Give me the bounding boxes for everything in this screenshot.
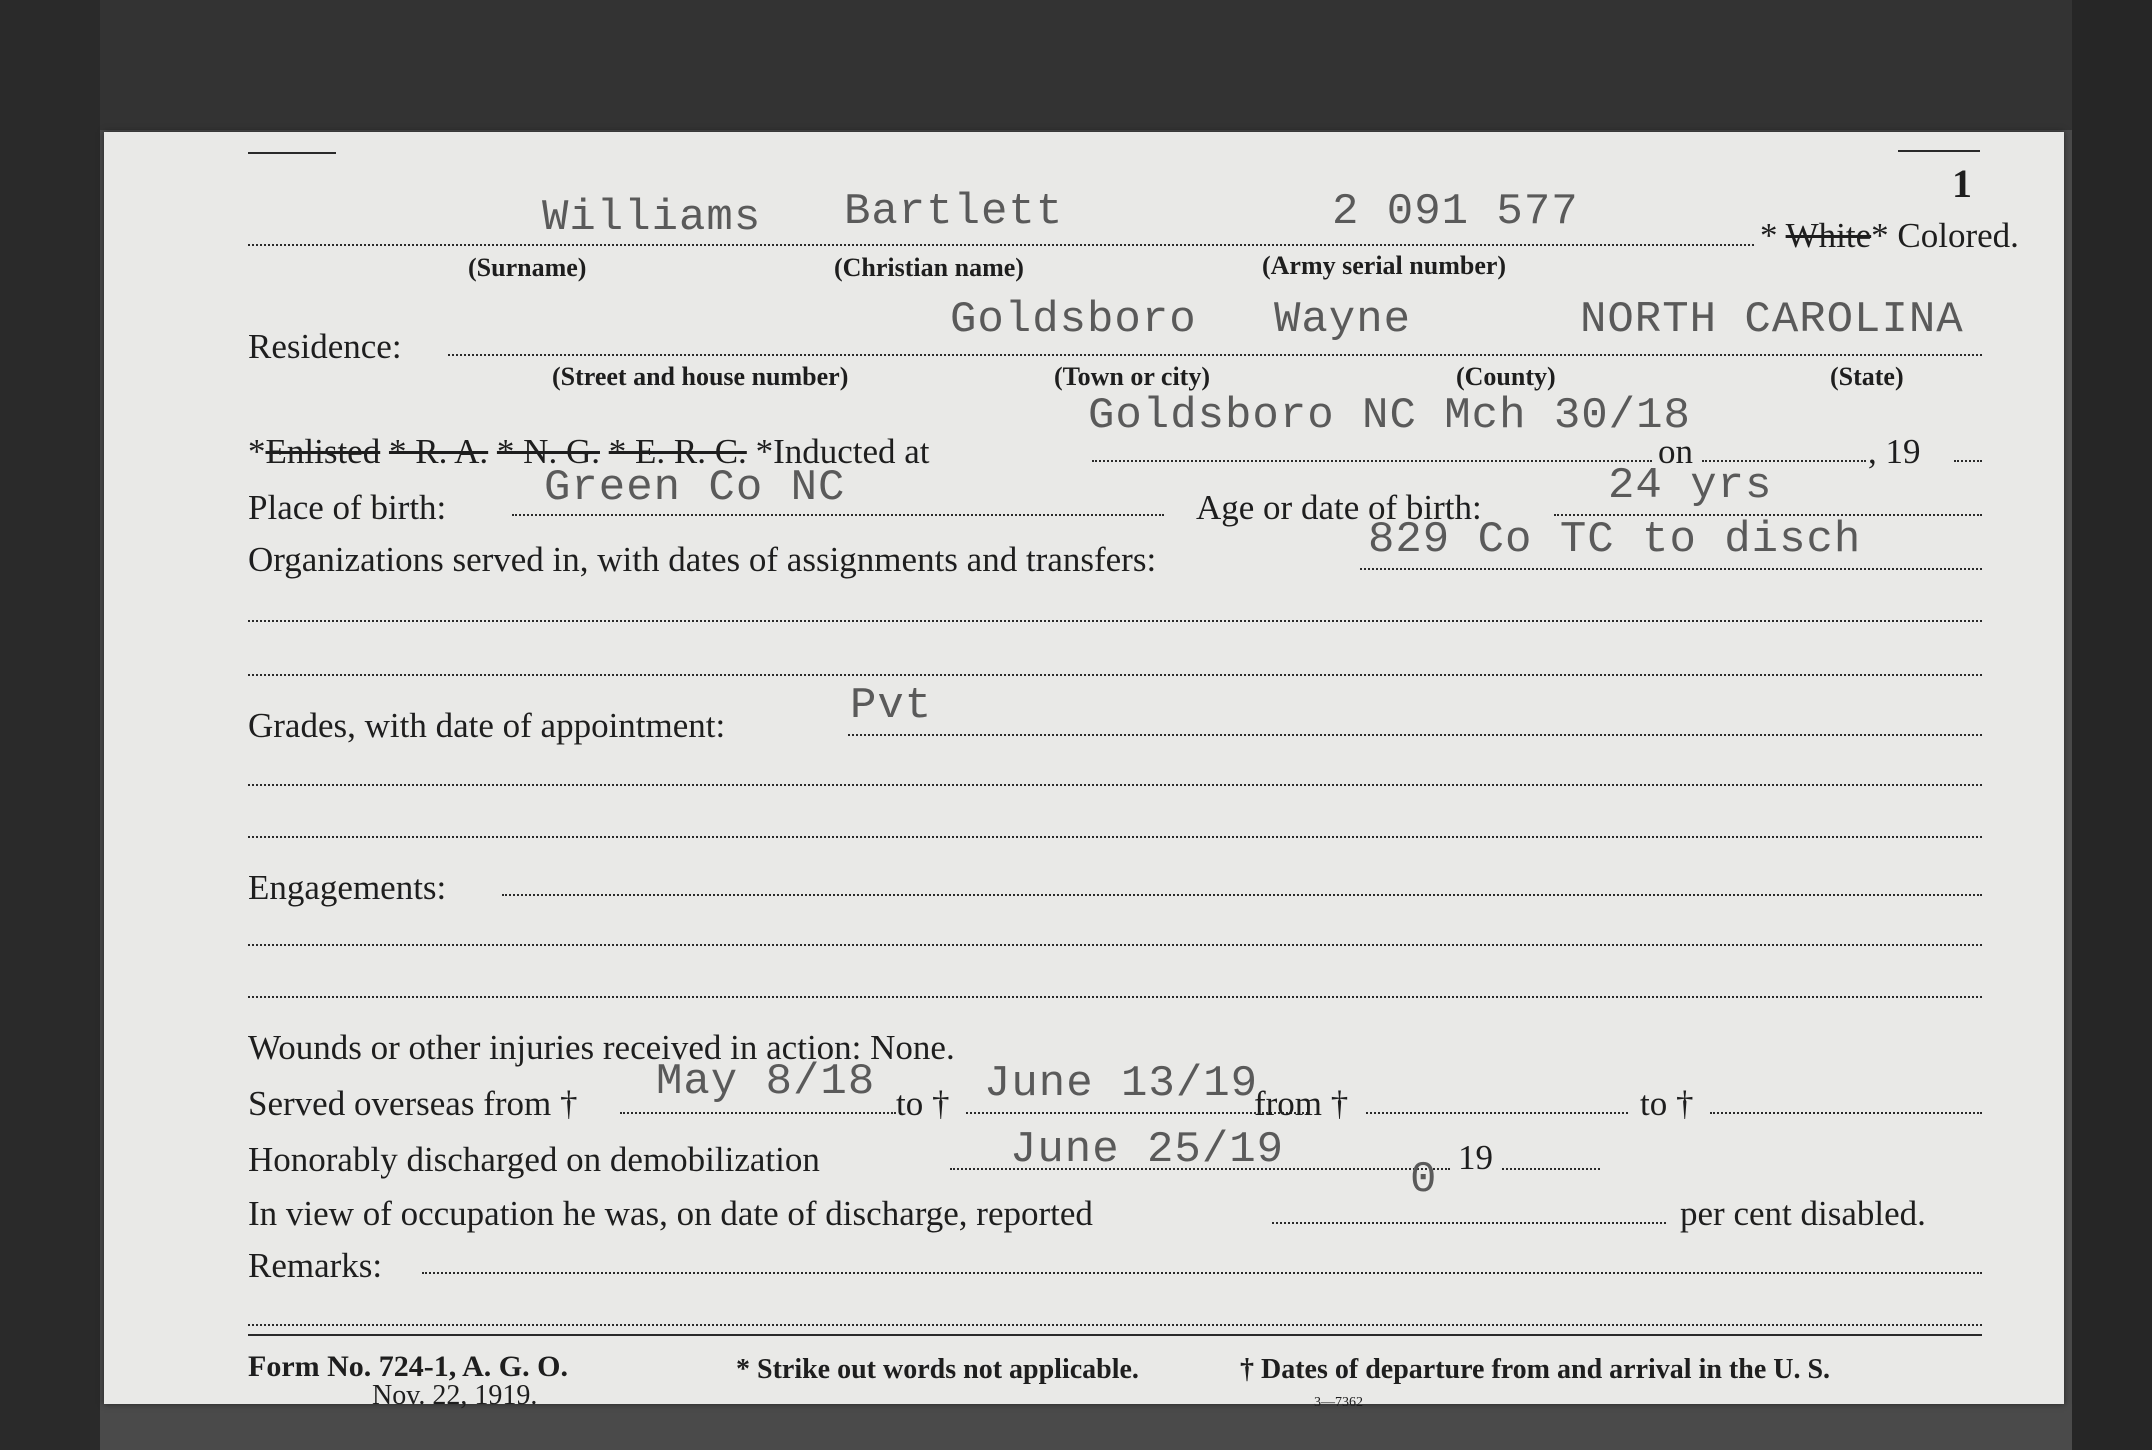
disability-label: In view of occupation he was, on date of discharge, reported <box>248 1194 1093 1233</box>
inducted-at-line <box>1092 460 1652 462</box>
discharge-label: Honorably discharged on demobilization <box>248 1140 820 1179</box>
engagements-label: Engagements: <box>248 868 447 907</box>
dates-note: † Dates of departure from and arrival in the U. S. <box>1240 1354 1831 1385</box>
place-of-birth-value: Green Co NC <box>544 463 846 513</box>
card-number: 1 <box>1952 161 1972 206</box>
organizations-line-1 <box>1360 568 1982 570</box>
grades-value: Pvt <box>850 681 933 731</box>
grades-label: Grades, with date of appointment: <box>248 706 726 745</box>
residence-town-value: Goldsboro <box>950 295 1197 345</box>
state-caption: (State) <box>1830 362 1904 391</box>
discharge-value: June 25/19 <box>1010 1125 1285 1175</box>
enlistment-options: *Enlisted * R. A. * N. G. * E. R. C. *Inducted at <box>248 432 930 471</box>
overseas-label: Served overseas from † <box>248 1084 578 1123</box>
engagements-line-1 <box>502 894 1982 896</box>
christian-name-value: Bartlett <box>844 187 1064 237</box>
residence-line <box>448 354 1982 356</box>
organizations-line-2 <box>248 620 1982 622</box>
organizations-value: 829 Co TC to disch <box>1368 515 1862 565</box>
town-caption: (Town or city) <box>1054 362 1210 391</box>
serial-number-caption: (Army serial number) <box>1262 251 1507 280</box>
christian-name-caption: (Christian name) <box>834 253 1024 282</box>
footer-rule <box>248 1334 1982 1336</box>
remarks-line-1 <box>422 1272 1982 1274</box>
overseas-to2-line <box>1710 1112 1982 1114</box>
organizations-line-3 <box>248 674 1982 676</box>
overseas-from-line <box>620 1112 896 1114</box>
residence-label: Residence: <box>248 327 402 366</box>
age-value: 24 yrs <box>1608 461 1773 511</box>
engagements-line-3 <box>248 996 1982 998</box>
header-line <box>248 244 1754 246</box>
residence-state-value: NORTH CAROLINA <box>1580 295 1964 345</box>
grades-line-1 <box>848 734 1982 736</box>
race-white-struck: White <box>1785 216 1872 255</box>
county-caption: (County) <box>1456 362 1556 391</box>
strike-note: * Strike out words not applicable. <box>736 1354 1139 1385</box>
remarks-line-2 <box>248 1324 1982 1326</box>
service-record-card <box>104 132 2064 1411</box>
form-number: Form No. 724-1, A. G. O. <box>248 1350 568 1383</box>
form-date: Nov. 22, 1919. <box>372 1380 538 1411</box>
remarks-label: Remarks: <box>248 1246 383 1285</box>
overseas-from2-label: from † <box>1254 1084 1349 1123</box>
scanner-background-left <box>0 0 100 1450</box>
wounds-text: Wounds or other injuries received in action: None. <box>248 1028 955 1067</box>
top-left-rule <box>248 152 336 154</box>
inducted-label: *Inducted at <box>755 432 930 471</box>
overseas-from-value: May 8/18 <box>656 1057 876 1107</box>
surname-caption: (Surname) <box>468 253 587 282</box>
age-label: Age or date of birth: <box>1196 488 1482 527</box>
scanner-background-right <box>2072 0 2152 1450</box>
year-line <box>1954 460 1982 462</box>
enlisted-struck: Enlisted <box>265 432 381 471</box>
place-of-birth-label: Place of birth: <box>248 488 447 527</box>
overseas-to2-label: to † <box>1640 1084 1694 1123</box>
surname-value: Williams <box>542 193 762 243</box>
ng-struck: * N. G. <box>496 432 600 471</box>
discharge-year-line <box>1502 1168 1600 1170</box>
place-of-birth-line <box>512 514 1164 516</box>
overseas-from2-line <box>1366 1112 1628 1114</box>
serial-number-value: 2 091 577 <box>1332 187 1579 237</box>
overseas-to-label: to † <box>896 1084 950 1123</box>
race-field: * White* Colored. <box>1760 216 2019 255</box>
on-label: on <box>1658 432 1693 471</box>
ra-struck: * R. A. <box>388 432 489 471</box>
print-code: 3—7362 <box>1314 1395 1363 1410</box>
disability-line <box>1272 1222 1666 1224</box>
grades-line-3 <box>248 836 1982 838</box>
disability-value: 0 <box>1410 1155 1438 1205</box>
organizations-label: Organizations served in, with dates of assignments and transfers: <box>248 540 1157 579</box>
scanner-background-top <box>0 0 2152 130</box>
top-right-rule <box>1898 150 1980 152</box>
grades-line-2 <box>248 784 1982 786</box>
discharge-line <box>950 1168 1450 1170</box>
overseas-to-value: June 13/19 <box>984 1059 1259 1109</box>
disability-suffix: per cent disabled. <box>1680 1194 1926 1233</box>
residence-county-value: Wayne <box>1274 295 1412 345</box>
street-caption: (Street and house number) <box>552 362 849 391</box>
engagements-line-2 <box>248 944 1982 946</box>
discharge-year-label: 19 <box>1458 1138 1493 1177</box>
inducted-at-value: Goldsboro NC Mch 30/18 <box>1088 391 1691 441</box>
year-label: , 19 <box>1868 432 1921 471</box>
erc-struck: * E. R. C. <box>608 432 747 471</box>
